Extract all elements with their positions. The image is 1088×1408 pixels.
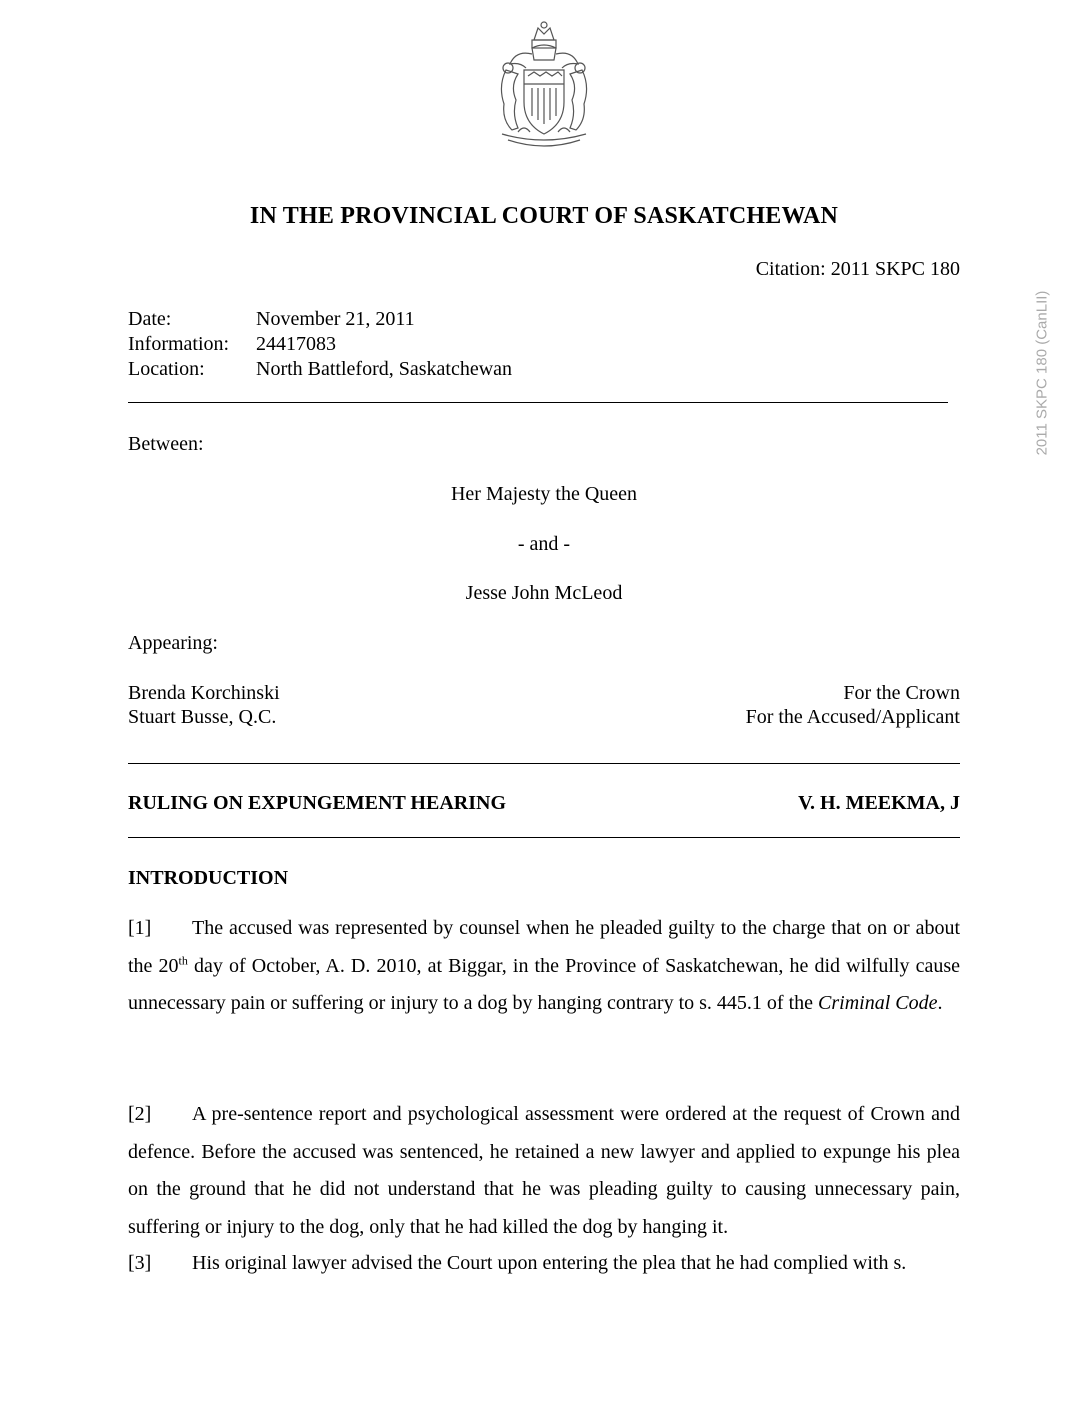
plaintiff-name: Her Majesty the Queen [450, 483, 638, 505]
divider [128, 402, 948, 403]
paragraph-3 [128, 1245, 960, 1283]
citation: Citation: 2011 SKPC 180 [755, 258, 960, 280]
date-value: November 21, 2011 [256, 308, 415, 330]
superscript: th [178, 952, 188, 967]
information-label: Information: [128, 333, 230, 355]
paragraph-text: His original lawyer advised the Court upon entering the plea that he had complied with s. [192, 1252, 907, 1274]
paragraph-1 [128, 910, 960, 1023]
date-row [128, 307, 512, 332]
paragraph-number: [3] [128, 1252, 152, 1274]
court-title: IN THE PROVINCIAL COURT OF SASKATCHEWAN [249, 203, 839, 229]
counsel-name: Brenda Korchinski [128, 682, 280, 704]
counsel-name: Stuart Busse, Q.C. [128, 706, 277, 728]
paragraph-text: . [937, 992, 943, 1014]
side-stamp-text: 2011 SKPC 180 (CanLII) [1033, 290, 1051, 456]
counsel-row [128, 682, 960, 705]
between-label: Between: [128, 433, 204, 455]
location-value: North Battleford, Saskatchewan [256, 358, 513, 380]
section-heading: INTRODUCTION [128, 867, 289, 889]
paragraph-number: [2] [128, 1103, 152, 1125]
location-label: Location: [128, 358, 205, 380]
information-value: 24417083 [256, 333, 336, 355]
paragraph-2 [128, 1096, 960, 1246]
paragraph-text: The accused was represented by counsel when he pleaded guilty to the charge that on or about the 20 [128, 917, 960, 977]
judge-name: V. H. MEEKMA, J [798, 792, 960, 814]
appearing-label: Appearing: [128, 632, 218, 654]
divider [128, 763, 960, 764]
paragraph-text: day of October, A. D. 2010, at Biggar, in the Province of Saskatchewan, he did wilfully cause unnecessary pain or suffering or injury to a dog by hanging contrary to s. 445.1 of the [128, 954, 960, 1014]
date-label: Date: [128, 308, 172, 330]
paragraph-text: A pre-sentence report and psychological assessment were ordered at the request of Crown and defence. Before the accused was sentenced, he retained a new lawyer and applied to expunge his plea on the ground that he did not understand that he was pleading guilty to causing unnecessary pain, suffering or injury to the dog, only that he had killed the dog by hanging it. [128, 1103, 960, 1238]
divider [128, 837, 960, 838]
coat-of-arms-icon [488, 20, 600, 154]
information-row [128, 332, 512, 357]
counsel-role: For the Accused/Applicant [745, 706, 960, 728]
canlii-side-stamp [1030, 268, 1054, 478]
paragraph-number: [1] [128, 917, 152, 939]
defendant-name: Jesse John McLeod [465, 582, 623, 604]
location-row [128, 357, 512, 382]
and-separator: - and - [517, 533, 571, 555]
ruling-title: RULING ON EXPUNGEMENT HEARING [128, 792, 506, 814]
case-metadata [128, 307, 512, 382]
counsel-row [128, 706, 960, 729]
ruling-header [128, 792, 960, 815]
statute-name: Criminal Code [818, 992, 938, 1014]
counsel-role: For the Crown [843, 682, 960, 704]
